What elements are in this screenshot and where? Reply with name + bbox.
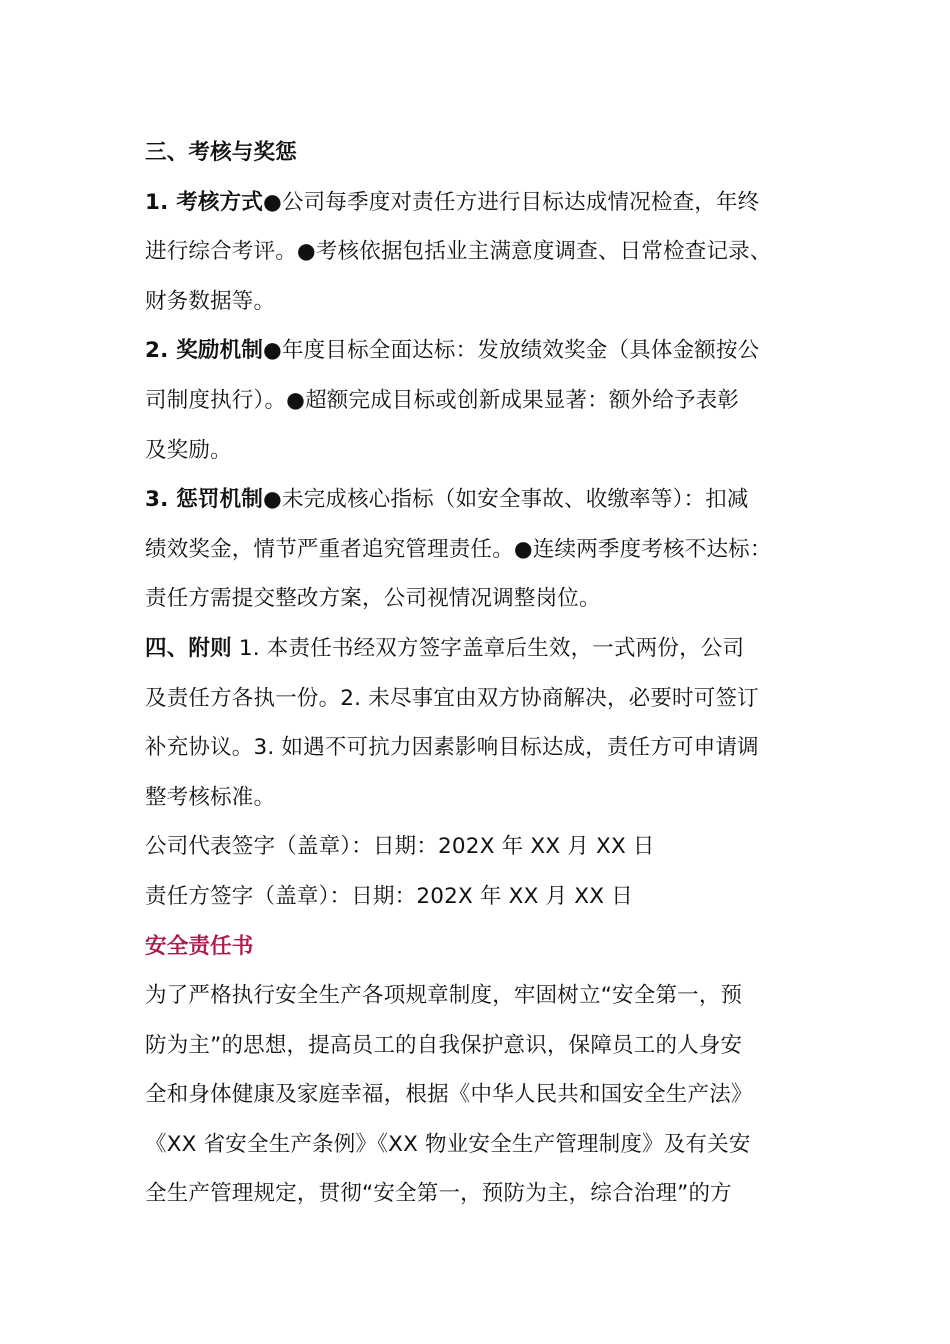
item-2-line-1 xyxy=(145,326,825,376)
section-4-line-1 xyxy=(145,624,825,674)
item-3-text: 未完成核心指标（如安全事故、收缴率等）：扣减 xyxy=(281,487,749,513)
item-3-line-3: 责任方需提交整改方案，公司视情况调整岗位。 xyxy=(145,586,601,612)
section-4-line-3: 补充协议。3. 如遇不可抗力因素影响目标达成，责任方可申请调 xyxy=(145,735,759,761)
item-2-label: 2. 奖励机制● xyxy=(145,338,282,364)
item-3-label: 3. 惩罚机制● xyxy=(145,487,282,513)
section-4-line-2: 及责任方各执一份。2. 未尽事宜由双方协商解决，必要时可签订 xyxy=(145,685,759,711)
safety-line-1: 为了严格执行安全生产各项规章制度，牢固树立“安全第一，预 xyxy=(145,983,743,1009)
safety-line-5: 全生产管理规定，贯彻“安全第一，预防为主，综合治理”的方 xyxy=(145,1181,732,1207)
safety-title: 安全责任书 xyxy=(145,933,254,959)
safety-line-2: 防为主”的思想，提高员工的自我保护意识，保障员工的人身安 xyxy=(145,1032,743,1058)
item-1-line-3: 财务数据等。 xyxy=(145,288,276,314)
item-1-line-2: 进行综合考评。●考核依据包括业主满意度调查、日常检查记录、 xyxy=(145,239,772,265)
safety-line-3: 全和身体健康及家庭幸福，根据《中华人民共和国安全生产法》 xyxy=(145,1082,753,1108)
item-3-line-1 xyxy=(145,475,825,525)
section-4-label: 四、附则 xyxy=(145,635,232,661)
item-2-line-2: 司制度执行）。●超额完成目标或创新成果显著：额外给予表彰 xyxy=(145,387,740,413)
document-body xyxy=(145,128,825,1219)
party-signature-line: 责任方签字（盖章）：日期：202X 年 XX 月 XX 日 xyxy=(145,883,633,909)
safety-line-4: 《XX 省安全生产条例》《XX 物业安全生产管理制度》及有关安 xyxy=(145,1131,751,1157)
item-3-line-2: 绩效奖金，情节严重者追究管理责任。●连续两季度考核不达标： xyxy=(145,536,772,562)
item-2-text: 年度目标全面达标：发放绩效奖金（具体金额按公 xyxy=(281,338,760,364)
section-3-heading: 三、考核与奖惩 xyxy=(145,140,297,165)
section-4-text: 1. 本责任书经双方签字盖章后生效，一式两份，公司 xyxy=(231,635,745,661)
item-2-line-3: 及奖励。 xyxy=(145,437,232,463)
item-1-text: 公司每季度对责任方进行目标达成情况检查，年终 xyxy=(281,189,760,215)
company-signature-line: 公司代表签字（盖章）：日期：202X 年 XX 月 XX 日 xyxy=(145,834,655,860)
item-1-label: 1. 考核方式● xyxy=(145,189,282,215)
section-4-line-4: 整考核标准。 xyxy=(145,784,276,810)
item-1-line-1 xyxy=(145,178,825,228)
